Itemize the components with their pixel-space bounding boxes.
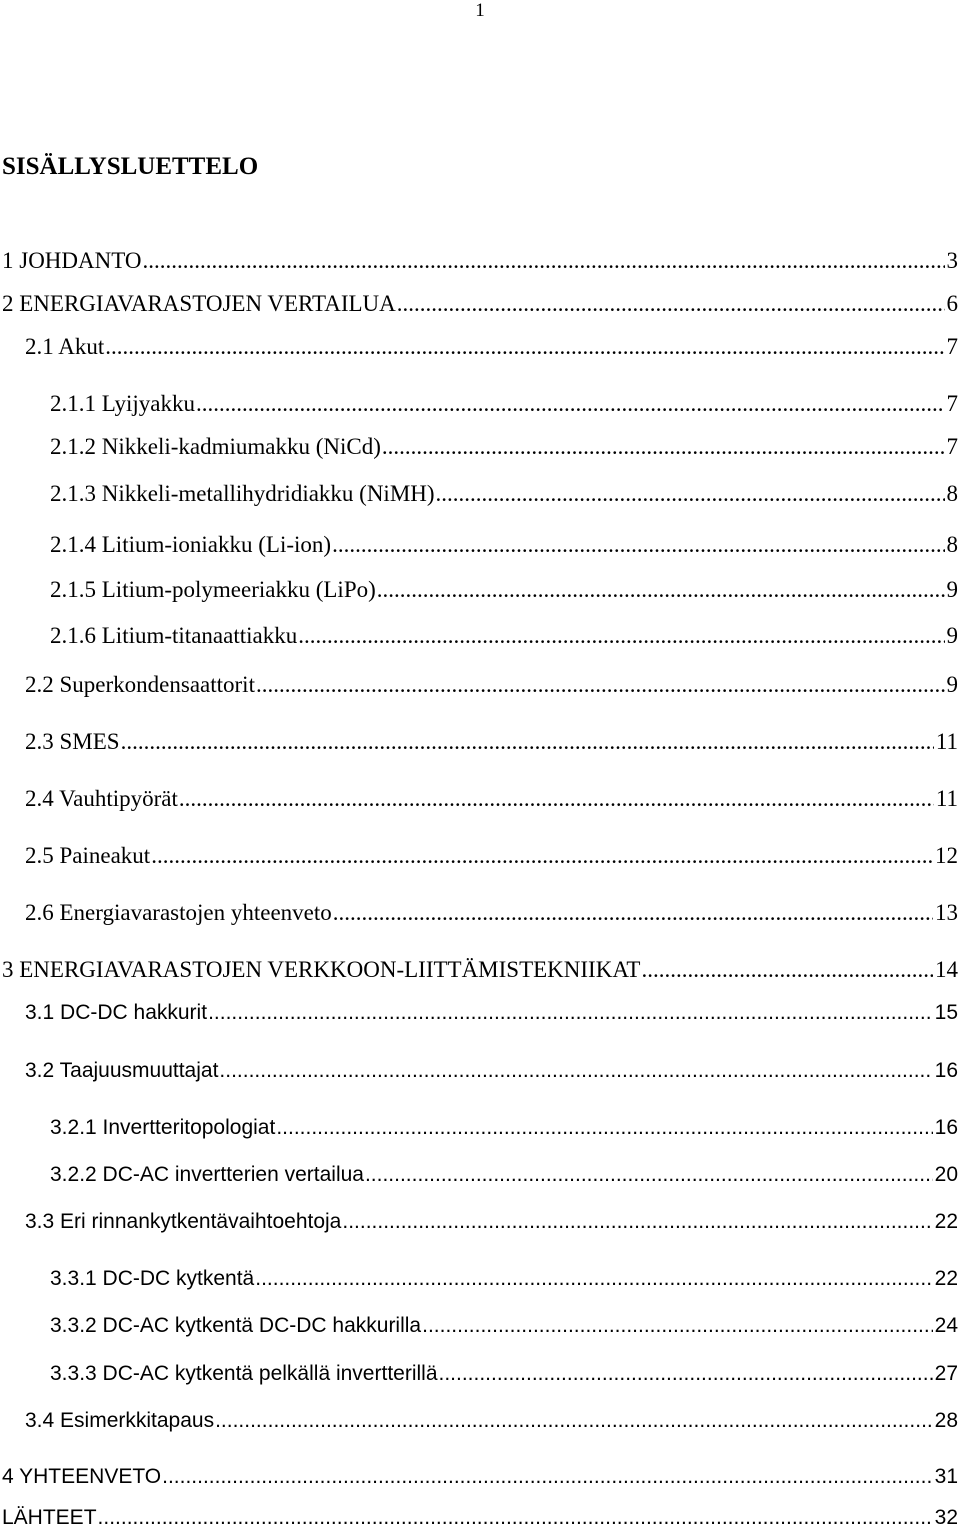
toc-entry-label: 2.6 Energiavarastojen yhteenveto (25, 900, 332, 925)
toc-entry-page: 24 (934, 1314, 958, 1337)
toc-entry-page: 13 (935, 900, 958, 925)
toc-entry-page: 31 (934, 1465, 958, 1488)
toc-entry-label: 3.2.1 Invertteritopologiat (50, 1116, 276, 1139)
toc-entry-label: 2.1.5 Litium-polymeeriakku (LiPo) (50, 577, 376, 602)
toc-entry-page: 15 (934, 1001, 958, 1024)
toc-entry-label: 3.3.1 DC-DC kytkentä (50, 1267, 255, 1290)
toc-leader (377, 575, 945, 605)
toc-leader (641, 955, 933, 985)
toc-entry[interactable] (25, 670, 958, 700)
toc-entry[interactable] (25, 841, 958, 871)
toc-entry-page: 9 (946, 672, 958, 697)
toc-entry-label: 3.3.2 DC-AC kytkentä DC-DC hakkurilla (50, 1314, 422, 1337)
toc-leader (332, 530, 944, 560)
toc-title: SISÄLLYSLUETTELO (2, 153, 259, 180)
toc-entry-label: 2.1.6 Litium-titanaattiakku (50, 623, 298, 648)
toc-leader (333, 898, 933, 928)
toc-entry-label: 2.1.2 Nikkeli-kadmiumakku (NiCd) (50, 434, 381, 459)
toc-entry[interactable] (25, 898, 958, 928)
toc-entry-label: 2 ENERGIAVARASTOJEN VERTAILUA (2, 291, 396, 316)
toc-entry-page: 27 (934, 1362, 958, 1385)
toc-entry[interactable] (25, 727, 958, 757)
toc-entry-label: 1 JOHDANTO (2, 248, 142, 273)
toc-entry-label: 3 ENERGIAVARASTOJEN VERKKOON-LIITTÄMISTEKNIIKAT (2, 957, 641, 982)
toc-entry[interactable] (50, 575, 958, 605)
toc-entry-label: 3.2.2 DC-AC invertterien vertailua (50, 1163, 364, 1186)
toc-leader (298, 621, 944, 651)
toc-entry[interactable] (50, 1264, 958, 1294)
toc-leader (256, 670, 945, 700)
toc-entry[interactable] (50, 432, 958, 462)
toc-entry-page: 16 (934, 1116, 958, 1139)
page-number: 1 (475, 0, 485, 21)
toc-entry-page: 7 (946, 391, 958, 416)
toc-entry-page: 20 (934, 1163, 958, 1186)
toc-entry[interactable] (50, 389, 958, 419)
toc-leader (196, 389, 944, 419)
toc-entry-label: LÄHTEET (2, 1506, 97, 1529)
toc-entry[interactable] (50, 1160, 958, 1190)
toc-entry-page: 11 (935, 786, 958, 811)
toc-entry-label: 3.2 Taajuusmuuttajat (25, 1059, 219, 1082)
toc-entry[interactable] (50, 621, 958, 651)
toc-entry[interactable] (2, 1462, 958, 1492)
toc-entry-label: 3.1 DC-DC hakkurit (25, 1001, 208, 1024)
toc-leader (162, 1462, 933, 1492)
toc-leader (276, 1113, 932, 1143)
toc-entry[interactable] (2, 1503, 958, 1533)
toc-leader (179, 784, 934, 814)
toc-entry-label: 2.2 Superkondensaattorit (25, 672, 255, 697)
toc-leader (219, 1056, 932, 1086)
toc-entry-page: 7 (946, 434, 958, 459)
toc-entry-page: 32 (934, 1506, 958, 1529)
toc-entry-page: 12 (935, 843, 958, 868)
toc-entry-page: 28 (934, 1409, 958, 1432)
toc-leader (98, 1503, 933, 1533)
toc-entry-label: 2.1.4 Litium-ioniakku (Li-ion) (50, 532, 332, 557)
toc-entry[interactable] (25, 1207, 958, 1237)
toc-entry[interactable] (50, 1113, 958, 1143)
toc-leader (436, 479, 945, 509)
toc-leader (342, 1207, 932, 1237)
toc-entry[interactable] (25, 1406, 958, 1436)
toc-leader (151, 841, 933, 871)
toc-entry-page: 16 (934, 1059, 958, 1082)
toc-entry-label: 2.4 Vauhtipyörät (25, 786, 178, 811)
toc-entry-label: 2.3 SMES (25, 729, 120, 754)
toc-entry-label: 3.4 Esimerkkitapaus (25, 1409, 215, 1432)
toc-leader (255, 1264, 932, 1294)
toc-entry[interactable] (50, 479, 958, 509)
toc-leader (397, 289, 945, 319)
toc-leader (422, 1311, 933, 1341)
toc-leader (382, 432, 945, 462)
toc-entry-page: 9 (946, 623, 958, 648)
toc-leader (365, 1160, 933, 1190)
toc-entry[interactable] (50, 1359, 958, 1389)
toc-entry-page: 3 (946, 248, 958, 273)
toc-entry-page: 22 (934, 1210, 958, 1233)
toc-entry-page: 8 (946, 481, 958, 506)
toc-entry[interactable] (50, 530, 958, 560)
toc-entry-label: 2.1.1 Lyijyakku (50, 391, 196, 416)
toc-leader (105, 332, 944, 362)
toc-entry-page: 9 (946, 577, 958, 602)
toc-entry[interactable] (2, 289, 958, 319)
toc-entry[interactable] (25, 332, 958, 362)
toc-entry-page: 7 (946, 334, 958, 359)
toc-leader (143, 246, 945, 276)
toc-leader (208, 998, 933, 1028)
toc-leader (439, 1359, 933, 1389)
toc-entry-label: 4 YHTEENVETO (2, 1465, 162, 1488)
toc-entry-page: 22 (934, 1267, 958, 1290)
toc-entry[interactable] (2, 246, 958, 276)
toc-entry-label: 3.3.3 DC-AC kytkentä pelkällä invertterillä (50, 1362, 438, 1385)
toc-leader (121, 727, 934, 757)
toc-entry-page: 11 (935, 729, 958, 754)
toc-entry[interactable] (50, 1311, 958, 1341)
toc-entry-label: 2.5 Paineakut (25, 843, 151, 868)
toc-entry[interactable] (25, 998, 958, 1028)
toc-entry-page: 14 (935, 957, 958, 982)
toc-entry[interactable] (25, 1056, 958, 1086)
toc-leader (215, 1406, 933, 1436)
toc-entry-page: 6 (946, 291, 958, 316)
toc-entry-label: 3.3 Eri rinnankytkentävaihtoehtoja (25, 1210, 342, 1233)
toc-entry[interactable] (2, 955, 958, 985)
toc-entry-label: 2.1.3 Nikkeli-metallihydridiakku (NiMH) (50, 481, 435, 506)
toc-entry-page: 8 (946, 532, 958, 557)
toc-entry-label: 2.1 Akut (25, 334, 105, 359)
toc-entry[interactable] (25, 784, 958, 814)
